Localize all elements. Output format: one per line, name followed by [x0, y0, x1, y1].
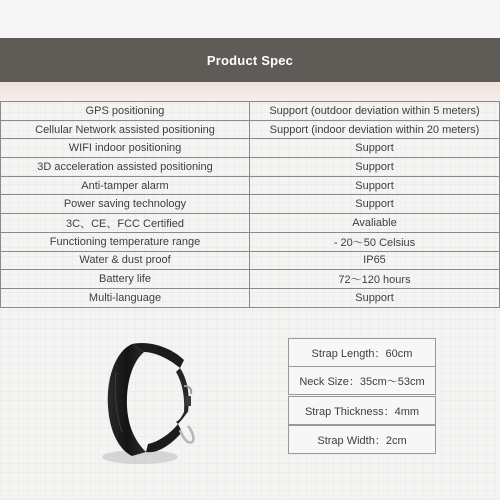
decorative-band — [0, 82, 500, 102]
table-row — [1, 158, 500, 177]
table-row — [1, 251, 500, 270]
table-row — [1, 270, 500, 289]
table-row — [1, 288, 500, 307]
spec-label: Battery life — [1, 270, 250, 289]
spec-table — [0, 101, 500, 308]
table-row — [1, 214, 500, 233]
spec-header-band — [0, 38, 500, 82]
spec-value: Support — [250, 139, 500, 158]
table-row — [1, 195, 500, 214]
table-row — [1, 176, 500, 195]
strap-spec-neck-size: Neck Size：35cm～53cm — [288, 366, 436, 395]
spec-value: - 20～50 Celsius — [250, 232, 500, 251]
table-row — [1, 139, 500, 158]
spec-label: WIFI indoor positioning — [1, 139, 250, 158]
spec-label: Multi-language — [1, 288, 250, 307]
spec-value: Avaliable — [250, 214, 500, 233]
spec-label: Functioning temperature range — [1, 232, 250, 251]
strap-spec-length: Strap Length：60cm — [288, 338, 436, 367]
page-title: Product Spec — [206, 52, 294, 68]
strap-spec-thickness: Strap Thickness：4mm — [288, 396, 436, 425]
spec-value: IP65 — [250, 251, 500, 270]
spec-value: Support (outdoor deviation within 5 meters) — [250, 102, 500, 121]
spec-value: Support — [250, 288, 500, 307]
table-row — [1, 120, 500, 139]
spec-value: Support — [250, 158, 500, 177]
spec-label: GPS positioning — [1, 102, 250, 121]
spec-label: Anti-tamper alarm — [1, 176, 250, 195]
spec-label: Water & dust proof — [1, 251, 250, 270]
spec-label: Cellular Network assisted positioning — [1, 120, 250, 139]
table-row — [1, 232, 500, 251]
top-strip — [0, 0, 500, 38]
spec-value: Support — [250, 176, 500, 195]
spec-value: 72～120 hours — [250, 270, 500, 289]
spec-label: Power saving technology — [1, 195, 250, 214]
spec-label: 3C、CE、FCC Certified — [1, 214, 250, 233]
tracker-collar-icon — [92, 332, 212, 472]
spec-label: 3D acceleration assisted positioning — [1, 158, 250, 177]
spec-value: Support — [250, 195, 500, 214]
table-row — [1, 102, 500, 121]
spec-value: Support (indoor deviation within 20 meters) — [250, 120, 500, 139]
strap-spec-width: Strap Width：2cm — [288, 425, 436, 454]
